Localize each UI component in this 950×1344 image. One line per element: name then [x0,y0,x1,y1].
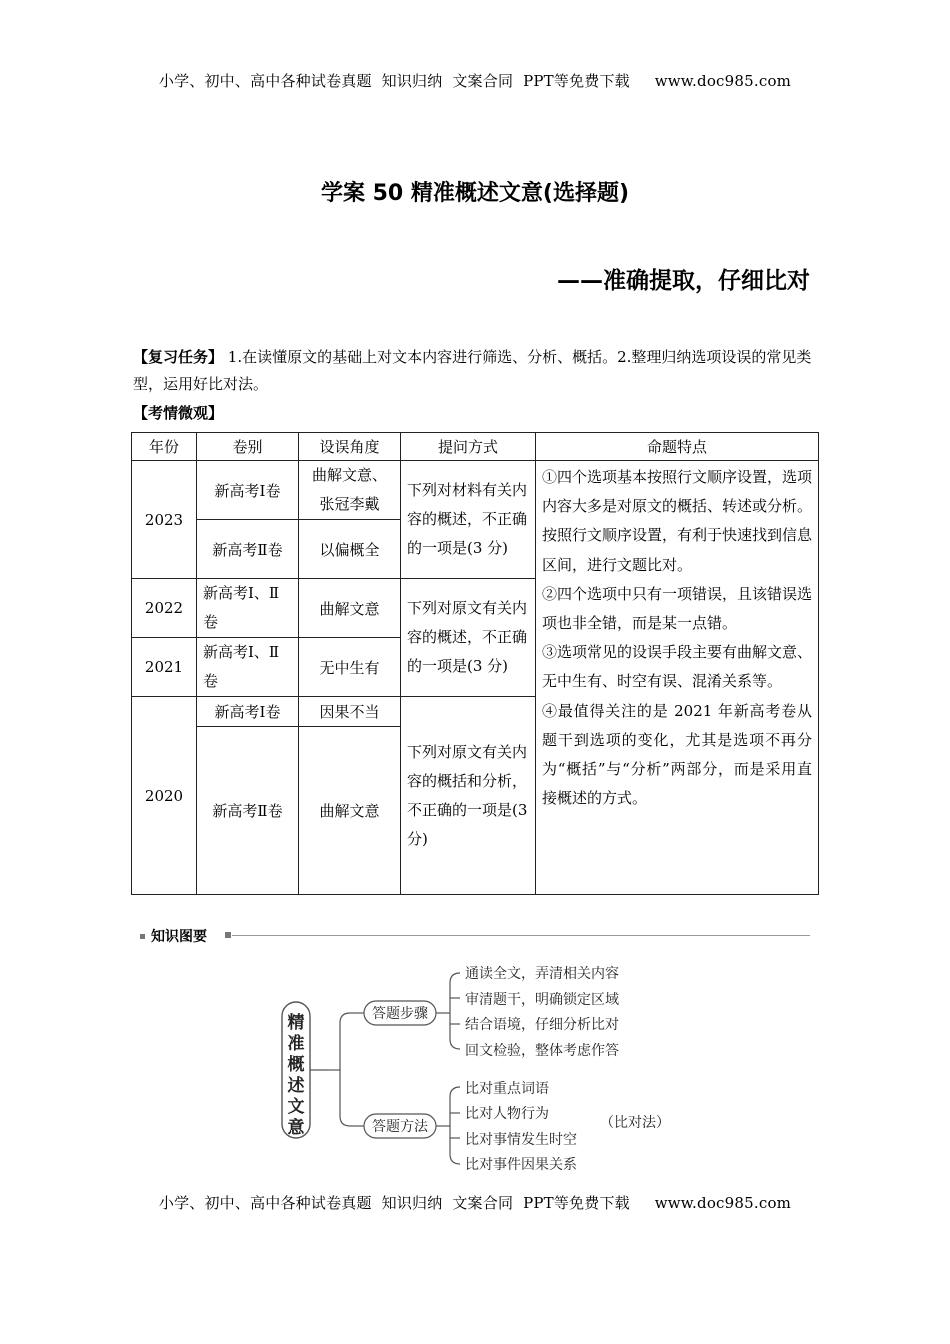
mindmap-branch-label: 答题步骤 [372,1006,428,1022]
knowledge-label: 知识图要 [151,929,207,945]
feature-item: ②四个选项中只有一项错误，且该错误选项也非全错，而是某一点错。 [542,584,813,633]
cell-angle: 以偏概全 [299,520,401,579]
page-title: 学案 50 精准概述文意(选择题) [320,181,630,206]
cell-question: 下列对原文有关内容的概括和分析，不正确的一项是(3 分) [401,697,536,895]
mindmap-item: 比对重点词语 [465,1081,549,1097]
mindmap-note: （比对法） [600,1115,670,1131]
review-label: 【复习任务】 [133,348,224,366]
exam-section-label: 【考情微观】 [133,404,224,422]
cell-year: 2020 [132,697,197,895]
mindmap-root-char: 精 [287,1013,305,1033]
cell-angle: 曲解文意 [299,727,401,895]
page-footer: 小学、初中、高中各种试卷真题 知识归纳 文案合同 PPT等免费下载 www.doc985.com [158,1194,792,1212]
cell-paper: 新高考Ⅰ、Ⅱ卷 [197,579,299,638]
cell-angle: 曲解文意、张冠李戴 [299,461,401,520]
mindmap-item: 结合语境，仔细分析比对 [465,1017,619,1033]
mindmap-root-char: 述 [287,1076,305,1096]
page-header: 小学、初中、高中各种试卷真题 知识归纳 文案合同 PPT等免费下载 www.doc985.com [158,72,792,90]
cell-year: 2021 [132,638,197,697]
review-task [133,344,819,398]
cell-features [536,461,819,895]
cell-year: 2022 [132,579,197,638]
mindmap-root-char: 准 [287,1034,305,1054]
cell-angle: 曲解文意 [299,579,401,638]
mindmap-root-char: 意 [287,1118,305,1138]
table-row [132,461,819,520]
header-question: 提问方式 [401,433,536,461]
table-header-row [132,433,819,461]
mindmap-root-label [288,1013,305,1138]
square-bullet-icon [140,934,145,939]
mindmap-item: 比对事情发生时空 [465,1132,577,1148]
page-subtitle: ——准确提取，仔细比对 [557,268,810,294]
cell-paper: 新高考Ⅰ卷 [197,461,299,520]
feature-item: ③选项常见的设误手段主要有曲解文意、无中生有、时空有误、混淆关系等。 [542,643,813,691]
header-features: 命题特点 [536,433,819,461]
mindmap-item: 通读全文，弄清相关内容 [465,966,619,982]
knowledge-mindmap [270,960,690,1180]
cell-angle: 因果不当 [299,697,401,727]
cell-paper: 新高考Ⅱ卷 [197,520,299,579]
mindmap-item: 比对事件因果关系 [465,1157,577,1173]
cell-question: 下列对原文有关内容的概述，不正确的一项是(3 分) [401,579,536,697]
exam-table [131,432,819,895]
cell-paper: 新高考Ⅰ卷 [197,697,299,727]
review-text: 1.在读懂原文的基础上对文本内容进行筛选、分析、概括。2.整理归纳选项设误的常见类型，运用好比对法。 [133,348,812,393]
mindmap-branch-label: 答题方法 [372,1119,428,1135]
header-paper: 卷别 [197,433,299,461]
cell-paper: 新高考Ⅰ、Ⅱ卷 [197,638,299,697]
feature-item: ④最值得关注的是 2021 年新高考卷从题干到选项的变化，尤其是选项不再分为“概括”与“分析”两部分，而是采用直接概述的方式。 [542,701,812,808]
header-year: 年份 [132,433,197,461]
cell-angle: 无中生有 [299,638,401,697]
mindmap-item: 审清题干，明确锁定区域 [465,992,619,1008]
feature-item: ①四个选项基本按照行文顺序设置，选项内容大多是对原文的概括、转述或分析。按照行文顺序设置，有利于快速找到信息区间，进行文题比对。 [542,468,813,574]
cell-paper: 新高考Ⅱ卷 [197,727,299,895]
mindmap-item: 回文检验，整体考虑作答 [465,1043,619,1059]
mindmap-root-char: 概 [287,1055,305,1075]
divider [232,935,810,936]
mindmap-root-char: 文 [287,1097,305,1117]
cell-year: 2023 [132,461,197,579]
knowledge-heading [140,926,207,946]
cell-question: 下列对材料有关内容的概述，不正确的一项是(3 分) [401,461,536,579]
square-bullet-icon [225,932,231,938]
mindmap-item: 比对人物行为 [465,1106,549,1122]
header-angle: 设误角度 [299,433,401,461]
